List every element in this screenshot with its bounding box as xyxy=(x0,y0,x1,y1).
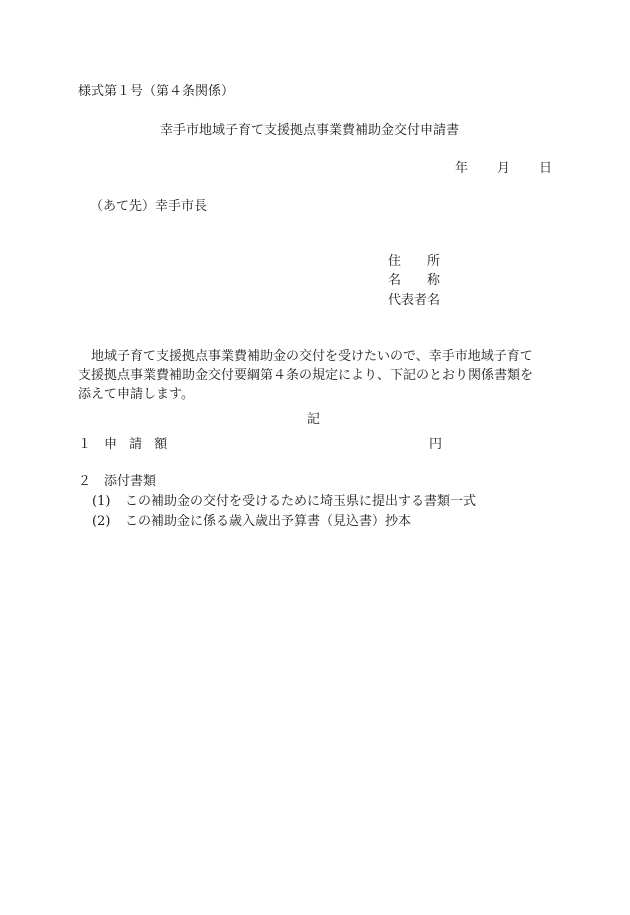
date-month-label: 月 xyxy=(497,161,511,176)
subitem-number: (2) xyxy=(92,514,111,529)
document-title: 幸手市地域子育て支援拠点事業費補助金交付申請書 xyxy=(160,123,460,138)
application-amount-label: 申 請 額 xyxy=(104,437,172,452)
date-year-label: 年 xyxy=(455,161,469,176)
representative-label: 代表者名 xyxy=(388,293,441,308)
attachments-label: 添付書類 xyxy=(104,474,157,489)
date-day-label: 日 xyxy=(539,161,553,176)
subitem-number: (1) xyxy=(92,494,111,509)
item-number: ２ xyxy=(78,474,92,489)
subitem-text: この補助金の交付を受けるために埼玉県に提出する書類一式 xyxy=(125,494,477,509)
item-number: １ xyxy=(78,437,92,452)
addressee: （あて先）幸手市長 xyxy=(90,199,208,214)
ki-heading: 記 xyxy=(307,412,321,427)
subitem-text: この補助金に係る歳入歳出予算書（見込書）抄本 xyxy=(125,514,412,529)
name-label: 名 称 xyxy=(388,273,441,288)
body-line: 添えて申請します。 xyxy=(78,387,194,402)
yen-unit: 円 xyxy=(429,437,443,452)
address-label: 住 所 xyxy=(388,254,441,269)
body-line: 支援拠点事業費補助金交付要綱第４条の規定により、下記のとおり関係書類を xyxy=(78,368,534,383)
body-line: 地域子育て支援拠点事業費補助金の交付を受けたいので、幸手市地域子育て xyxy=(78,349,533,364)
form-number: 様式第１号（第４条関係） xyxy=(78,84,235,99)
